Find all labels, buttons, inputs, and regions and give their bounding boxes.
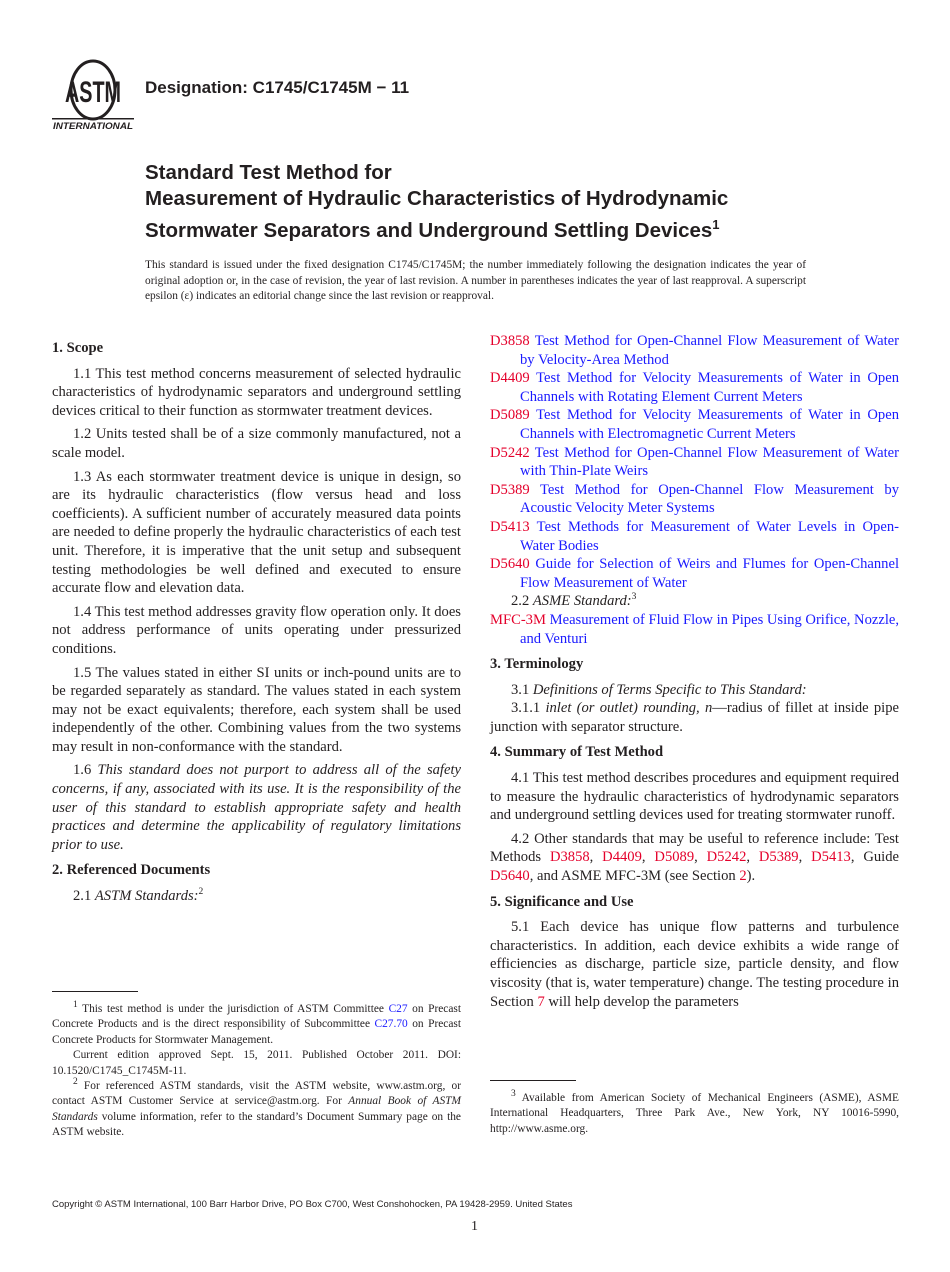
reference-entry	[490, 518, 899, 555]
reference-link[interactable]: Test Method for Velocity Measurements of Water in Open Channels with Electromagnetic Current Meters	[520, 407, 899, 442]
reference-entry	[490, 481, 899, 518]
copyright-notice: Copyright © ASTM International, 100 Barr Harbor Drive, PO Box C700, West Conshohocken, PA 19428-2959. United States	[52, 1199, 573, 1210]
designation: Designation: C1745/C1745M − 11	[145, 78, 410, 97]
text: Current edition approved Sept. 15, 2011. Published October 2011. DOI: 10.1520/C1745_C1745M-11.	[52, 1049, 461, 1077]
reference-link[interactable]: 2	[739, 868, 747, 885]
text: ,	[746, 849, 759, 866]
footnotes-right	[490, 1091, 899, 1137]
footnote-ref: 1	[73, 1000, 78, 1011]
paragraph	[52, 603, 461, 659]
text: 1.1 This test method concerns measurement of selected hydraulic characteristics of hydrodynamic separators and underground settling devices critical to their function as stormwater treatment devices.	[52, 365, 461, 419]
paragraph	[52, 468, 461, 598]
text: 3.1.1	[511, 700, 546, 717]
footnote-divider	[52, 991, 138, 992]
reference-link[interactable]: D5640	[490, 868, 530, 885]
reference-link[interactable]: Test Method for Open-Channel Flow Measurement of Water by Velocity-Area Method	[520, 333, 899, 368]
paragraph	[490, 1091, 899, 1137]
text: ,	[798, 849, 812, 866]
reference-link[interactable]: 7	[537, 993, 545, 1010]
reference-entry	[490, 369, 899, 406]
paragraph	[490, 918, 899, 1011]
paragraph	[52, 1079, 461, 1141]
section-heading	[490, 893, 899, 912]
text: will help develop the parameters	[544, 993, 739, 1010]
text: This test method is under the jurisdiction of ASTM Committee	[77, 1003, 389, 1015]
paragraph	[490, 769, 899, 825]
paragraph	[490, 830, 899, 886]
reference-link[interactable]: D4409	[602, 849, 642, 866]
footnote-ref: 2	[73, 1077, 78, 1088]
title-line: Measurement of Hydraulic Characteristics of Hydrodynamic	[145, 187, 729, 210]
text: 4.2 Other standards that may be useful to reference include: Test Methods	[490, 830, 899, 866]
text: Definitions of Terms Specific to This Standard:	[532, 681, 807, 698]
footnote-divider	[490, 1080, 576, 1081]
reference-link[interactable]: D4409	[490, 370, 530, 387]
text: ASTM Standards:	[94, 888, 199, 905]
page-number: 1	[471, 1219, 478, 1234]
reference-entry	[490, 611, 899, 648]
paragraph	[52, 1048, 461, 1079]
paragraph	[490, 681, 899, 700]
reference-link[interactable]: MFC-3M	[490, 611, 546, 628]
reference-link[interactable]: Test Method for Open-Channel Flow Measurement of Water with Thin-Plate Weirs	[520, 444, 899, 480]
reference-link[interactable]: D5242	[490, 444, 530, 461]
text: volume information, refer to the standard’s Document Summary page on the ASTM website.	[52, 1110, 461, 1139]
text: 1.5 The values stated in either SI units or inch-pound units are to be regarded separately as standard. The values stated in each system may not be exact equivalents; therefore, each system shall be used independently of the other. Combining values from the two systems may result in non-conformance with the standard.	[52, 664, 461, 755]
svg-text:INTERNATIONAL: INTERNATIONAL	[53, 121, 133, 131]
section-heading	[52, 861, 461, 880]
footnote-ref: 2	[198, 887, 204, 898]
paragraph	[490, 699, 899, 736]
reference-link[interactable]: D5089	[654, 849, 695, 866]
paragraph	[52, 664, 461, 757]
section-heading	[490, 743, 899, 762]
footnote-ref: 3	[511, 1089, 516, 1100]
issuance-note: This standard is issued under the fixed designation C1745/C1745M; the number immediately following the designation indicates the year of original adoption or, in the case of revision, the year of last revision. A number in parentheses indicates the year of last reapproval. A superscript epsilon (ε) indicates an editorial change since the last revision or reapproval.	[145, 259, 806, 303]
text: 1.2 Units tested shall be of a size commonly manufactured, not a scale model.	[52, 426, 461, 461]
text: ASME Standard:	[532, 593, 632, 610]
reference-link[interactable]: D3858	[490, 333, 530, 349]
reference-link[interactable]: D5413	[490, 518, 530, 535]
paragraph	[52, 761, 461, 854]
footnotes-left	[52, 1002, 461, 1141]
text: 3.1	[511, 681, 533, 698]
text: 1.6	[73, 762, 98, 779]
reference-link[interactable]: C27	[388, 1003, 408, 1015]
reference-link[interactable]: Test Method for Open-Channel Flow Measurement by Acoustic Velocity Meter Systems	[520, 481, 899, 517]
paragraph	[52, 425, 461, 462]
title-line-text: Stormwater Separators and Underground Settling Devices	[145, 218, 713, 242]
reference-entry	[490, 332, 899, 369]
reference-link[interactable]: Test Methods for Measurement of Water Levels in Open-Water Bodies	[520, 518, 899, 554]
text: ,	[641, 849, 655, 866]
section-heading	[52, 339, 461, 358]
left-column	[52, 332, 461, 911]
text: ).	[746, 868, 756, 885]
text: 2.2	[511, 593, 533, 610]
title-line	[145, 212, 728, 244]
text: on Precast Concrete Products for Stormwater Management.	[52, 1018, 461, 1046]
footnote-ref: 1	[712, 217, 720, 232]
text: 3. Terminology	[490, 656, 584, 673]
text: 5. Significance and Use	[490, 893, 634, 910]
text: on Precast Concrete Products and is the direct responsibility of Subcommittee	[52, 1003, 461, 1031]
reference-entry	[490, 444, 899, 481]
text: 1.4 This test method addresses gravity flow operation only. It does not address performance of units operating under pressurized conditions.	[52, 603, 461, 657]
text: Available from American Society of Mechanical Engineers (ASME), ASME International Headquarters, Three Park Ave., New York, NY 10016-5990, http://www.asme.org.	[490, 1092, 899, 1135]
reference-entry	[490, 555, 899, 592]
text: 2.1	[73, 888, 95, 905]
document-title	[145, 160, 728, 244]
text: ,	[694, 849, 707, 866]
text: For referenced ASTM standards, visit the ASTM website, www.astm.org, or contact ASTM Customer Service at service@astm.org. For	[52, 1080, 461, 1108]
paragraph	[490, 592, 899, 611]
reference-link[interactable]: D5413	[811, 849, 851, 866]
right-column	[490, 332, 899, 1016]
paragraph	[52, 1002, 461, 1048]
svg-text:ASTM: ASTM	[65, 76, 121, 109]
reference-link[interactable]: C27.70	[374, 1018, 408, 1031]
footnote-ref: 3	[631, 592, 637, 603]
reference-link[interactable]: D5640	[490, 556, 530, 573]
reference-link[interactable]: Test Method for Velocity Measurements of Water in Open Channels with Rotating Element Current Meters	[520, 370, 899, 405]
reference-link[interactable]: Measurement of Fluid Flow in Pipes Using Orifice, Nozzle, and Venturi	[520, 611, 899, 647]
text: ,	[589, 849, 603, 866]
text: 1.3 As each stormwater treatment device is unique in design, so are its hydraulic characteristics (flow versus head and loss coefficients). A sufficient number of accurately measured data points are needed to define properly the hydraulic characteristics of each test unit. Therefore, it is imperative that the unit setup and subsequent testing methodologies be well defined and executed to ensure accurate flow and elevation data.	[52, 468, 461, 597]
text: , Guide	[850, 849, 900, 866]
reference-link[interactable]: D3858	[549, 849, 590, 866]
reference-entry	[490, 406, 899, 443]
reference-link[interactable]: D5242	[706, 849, 747, 866]
paragraph	[52, 365, 461, 421]
reference-link[interactable]: D5089	[490, 407, 530, 424]
reference-link[interactable]: D5389	[490, 481, 530, 498]
paragraph	[52, 887, 461, 906]
text: 1. Scope	[52, 340, 104, 356]
text: 2. Referenced Documents	[52, 862, 211, 879]
text: —radius of fillet at inside pipe junction with separator structure.	[490, 700, 899, 735]
reference-link[interactable]: Guide for Selection of Weirs and Flumes for Open-Channel Flow Measurement of Water	[520, 556, 899, 591]
text: 4.1 This test method describes procedures and equipment required to measure the hydraulic characteristics of hydrodynamic separators and underground settling devices used for treating stormwater runoff.	[490, 770, 899, 824]
text: 5.1 Each device has unique flow patterns and turbulence characteristics. In addition, each device exhibits a wide range of efficiencies as discharge, particle size, particle density, and flow viscosity (that is, water temperature) change. The testing procedure in Section	[490, 919, 899, 1010]
text: 4. Summary of Test Method	[490, 744, 664, 761]
astm-logo	[52, 60, 134, 132]
text: , and ASME MFC-3M (see Section	[529, 868, 740, 885]
text: This standard does not purport to address all of the safety concerns, if any, associated with its use. It is the responsibility of the user of this standard to establish appropriate safety and health practices and determine the applicability of regulatory limitations prior to use.	[52, 762, 461, 853]
section-heading	[490, 655, 899, 674]
text: Annual Book of ASTM Standards	[52, 1095, 462, 1123]
text: inlet (or outlet) rounding, n	[545, 700, 713, 717]
reference-link[interactable]: D5389	[758, 849, 799, 866]
title-line: Standard Test Method for	[145, 161, 392, 184]
